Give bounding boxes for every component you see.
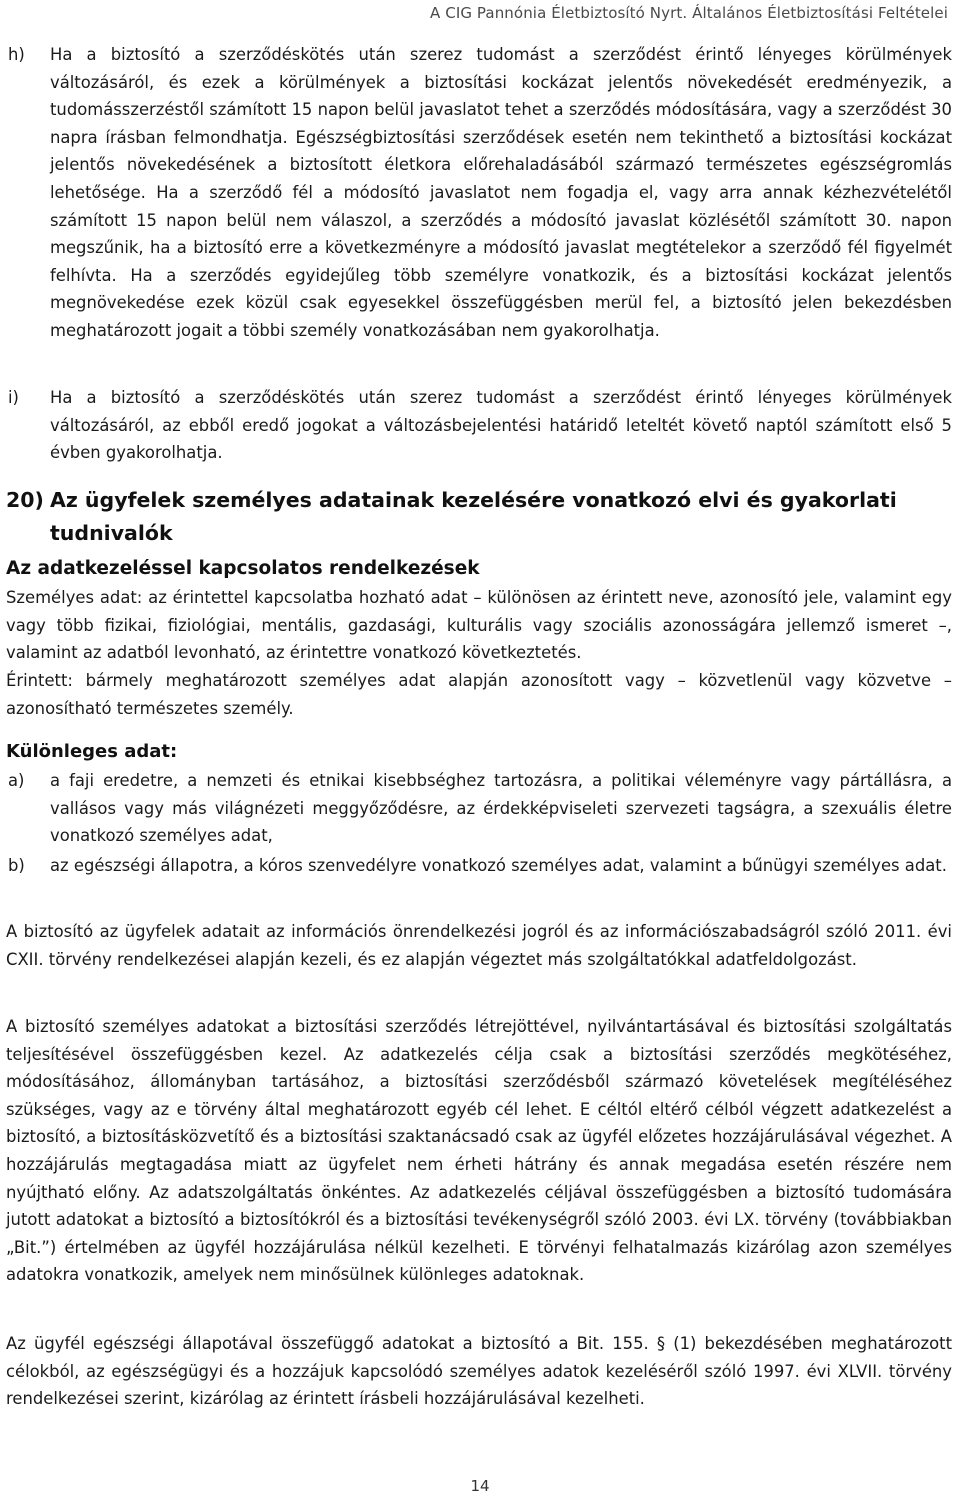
section-heading — [6, 484, 952, 550]
list-marker: a) — [8, 771, 25, 790]
list-item-text: Ha a biztosító a szerződéskötés után szerez tudomást a szerződést érintő lényeges körülmények változásáról, az ebből eredő jogokat a változásbejelentési határidő leteltét követő naptól számított első 5 évben gyakorolhatja. — [50, 388, 952, 463]
running-header: A CIG Pannónia Életbiztosító Nyrt. Általános Életbiztosítási Feltételei — [430, 4, 948, 22]
paragraph-health-data: Az ügyfél egészségi állapotával összefüggő adatokat a biztosító a Bit. 155. § (1) bekezdésében meghatározott célokból, az egészségügyi és a hozzájuk kapcsolódó személyes adatok kezeléséről szóló 1997. évi XLVII. törvény rendelkezései szerint, kizárólag az érintett írásbeli hozzájárulásával kezelheti. — [6, 1334, 952, 1409]
list-item-h — [6, 41, 952, 345]
list-item-i — [6, 384, 952, 467]
page-number: 14 — [470, 1477, 490, 1495]
paragraph-data-subject-definition: Érintett: bármely meghatározott személyes adat alapján azonosított vagy – közvetlenül vagy közvetve – azonosítható természetes személy. — [6, 671, 952, 718]
list-marker: h) — [8, 45, 25, 64]
paragraph-legal-basis: A biztosító az ügyfelek adatait az információs önrendelkezési jogról és az információszabadságról szóló 2011. évi CXII. törvény rendelkezései alapján kezeli, és ez alapján végeztet más szolgáltatókkal adatfeldolgozást. — [6, 922, 952, 969]
section-number: 20) — [6, 488, 44, 512]
list-item-text: az egészségi állapotra, a kóros szenvedélyre vonatkozó személyes adat, valamint a bűnügyi személyes adat. — [50, 856, 947, 875]
section-title: Az ügyfelek személyes adatainak kezelésére vonatkozó elvi és gyakorlati tudnivalók — [50, 488, 897, 545]
sub-heading: Az adatkezeléssel kapcsolatos rendelkezések — [6, 558, 480, 579]
list-item-special-b — [6, 852, 952, 880]
list-item-special-a — [6, 767, 952, 850]
list-marker: b) — [8, 856, 25, 875]
list-item-text: Ha a biztosító a szerződéskötés után szerez tudomást a szerződést érintő lényeges körülmények változásáról, és ezek a körülmények a biztosítási kockázat jelentős növekedését eredményezik, a tudomásszerzéstől számított 15 napon belül javaslatot tehet a szerződés módosítására, vagy a szerződést 30 napra írásban felmondhatja. Egészségbiztosítási szerződések esetén nem tekinthető a biztosítási kockázat jelentős növekedésének a biztosított életkora előrehaladásából származó természetes egészségromlás lehetősége. Ha a szerződő fél a módosító javaslatot nem fogadja el, vagy arra annak kézhezvételétől számított 15 napon belül nem válaszol, a szerződés a módosító javaslat közlésétől számított 30. napon megszűnik, ha a biztosító erre a következményre a módosító javaslat megtételekor a szerződő fél figyelmét felhívta. Ha a szerződés egyidejűleg több személyre vonatkozik, és a biztosítási kockázat jelentős megnövekedése ezek közül csak egyesekkel összefüggésben merül fel, a biztosító jelen bekezdésben meghatározott jogait a többi személy vonatkozásában nem gyakorolhatja. — [50, 45, 952, 340]
paragraph-personal-data-definition: Személyes adat: az érintettel kapcsolatba hozható adat – különösen az érintett neve, azonosító jele, valamint egy vagy több fizikai, fiziológiai, mentális, gazdasági, kulturális vagy szociális azonosságára jellemző ismeret –, valamint az adatból levonható, az érintettre vonatkozó következtetés. — [6, 588, 952, 663]
list-item-text: a faji eredetre, a nemzeti és etnikai kisebbséghez tartozásra, a politikai véleményre vagy pártállásra, a vallásos vagy más világnézeti meggyőződésre, az érdekképviseleti szervezeti tagságra, a szexuális életre vonatkozó személyes adat, — [50, 771, 952, 846]
paragraph-processing-purpose: A biztosító személyes adatokat a biztosítási szerződés létrejöttével, nyilvántartásával és biztosítási szolgáltatás teljesítésével összefüggésben kezel. Az adatkezelés célja csak a biztosítási szerződés megkötéséhez, módosításához, állományban tartásához, a biztosítási szerződésből származó követelések megítéléséhez szükséges, vagy az e törvény által meghatározott egyéb cél lehet. E céltól eltérő célból végzett adatkezelést a biztosító, a biztosításközvetítő és a biztosítási szaktanácsadó csak az ügyfél előzetes hozzájárulásával végezhet. A hozzájárulás megtagadása miatt az ügyfelet nem érheti hátrány és annak megadása esetén részére nem nyújtható előny. Az adatszolgáltatás önkéntes. Az adatkezelés céljával összefüggésben a biztosító tudomására jutott adatokat a biztosító a biztosítókról és a biztosítási tevékenységről szóló 2003. évi LX. törvény (továbbiakban „Bit.”) értelmében az ügyfél hozzájárulása nélkül kezelheti. E törvényi felhatalmazás kizárólag azon személyes adatokra vonatkozik, amelyek nem minősülnek különleges adatoknak. — [6, 1017, 952, 1285]
list-marker: i) — [8, 388, 19, 407]
special-data-heading: Különleges adat: — [6, 741, 178, 762]
